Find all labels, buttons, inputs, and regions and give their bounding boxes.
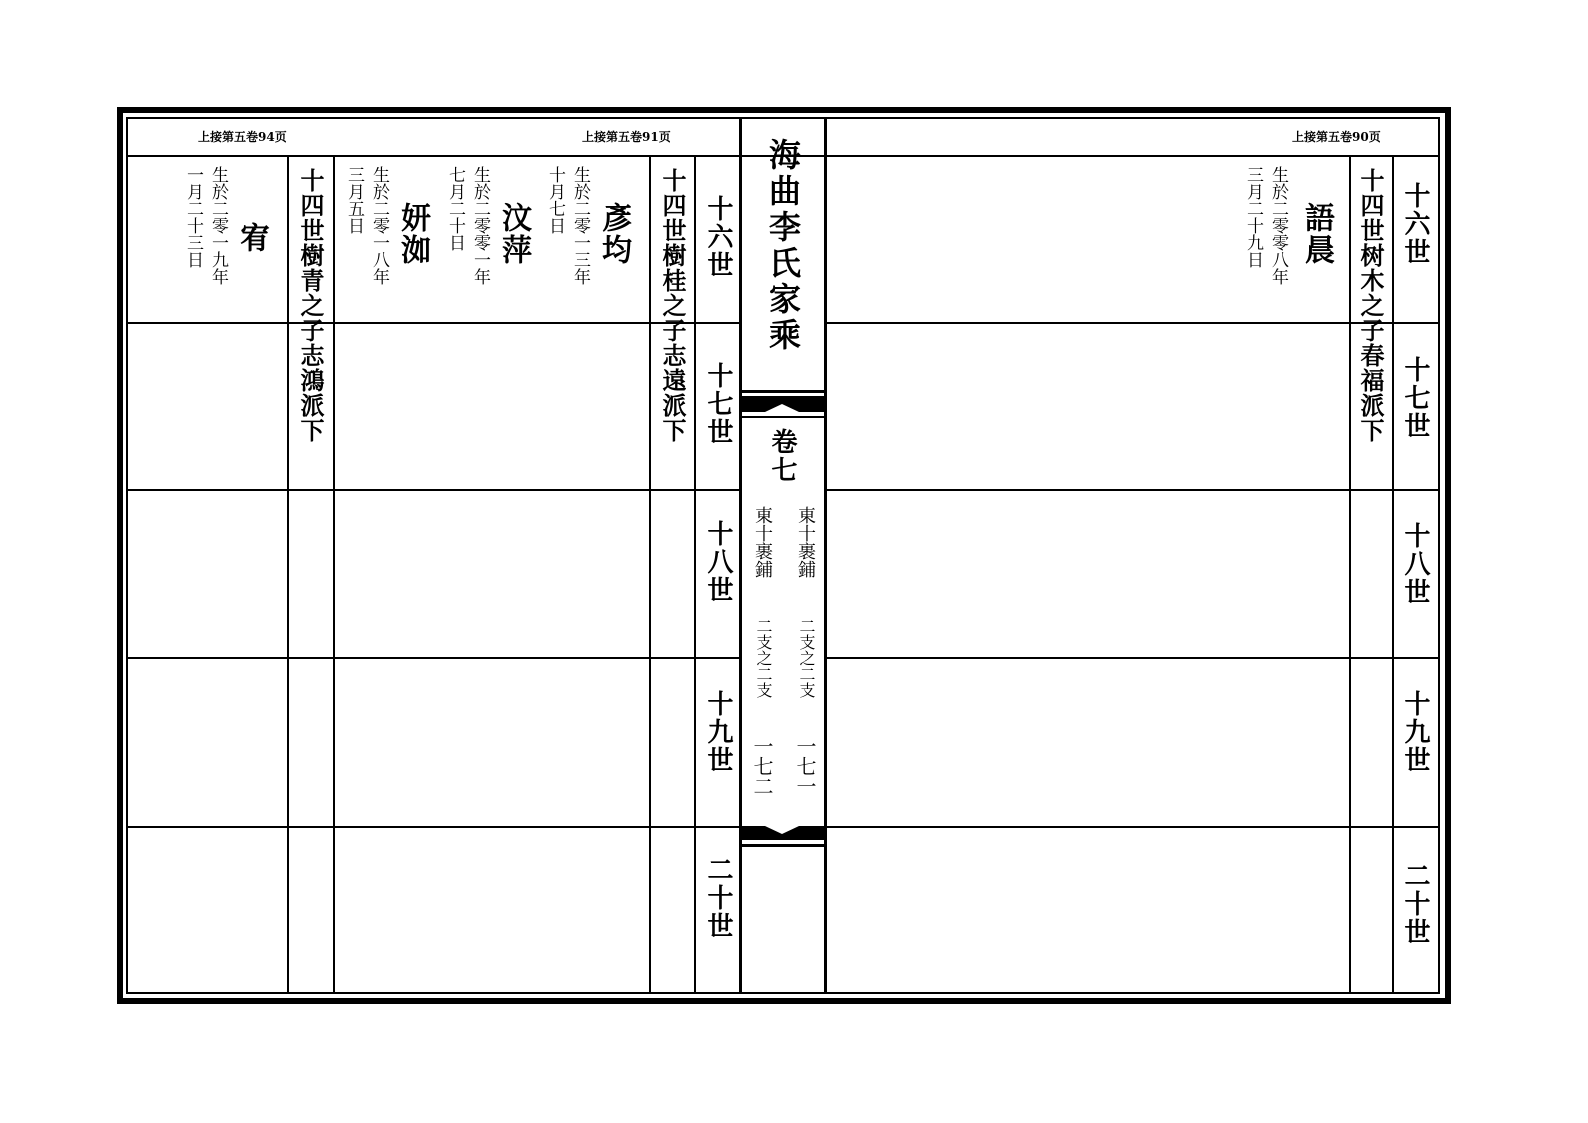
row-divider [826,826,1438,828]
generation-label-19: 十九世 [703,690,733,774]
spine-band-top [741,390,824,420]
generation-label-17: 十七世 [1400,356,1430,440]
person-name: 語晨 [1299,202,1334,266]
person-name: 汶萍 [496,202,531,266]
column-divider [649,155,651,994]
person-birth-year: 生於二零一九年 [208,166,228,285]
column-divider [694,155,696,994]
spine-place: 東十裹鋪 [795,506,816,578]
header-note-91: 上接第五卷91页 [582,130,671,144]
spine-band-bottom [741,818,824,852]
column-divider [1349,155,1351,994]
spine-border-right [824,117,827,994]
branch-heading-chunfu: 十四世树木之子春福派下 [1356,168,1385,443]
person-name: 彥均 [596,202,631,266]
spine-border-left [739,117,742,994]
generation-label-20: 二十世 [703,856,733,940]
person-name: 妍洳 [395,202,430,266]
header-note-94: 上接第五卷94页 [198,130,287,144]
person-birth-date: 七月二十日 [445,166,465,251]
generation-label-18: 十八世 [1400,522,1430,606]
row-divider [826,657,1438,659]
spine-page-number: 一七二 [750,736,774,796]
column-divider [1392,155,1394,994]
person-birth-year: 生於二零零一年 [470,166,490,285]
header-note-90: 上接第五卷90页 [1292,130,1381,144]
person-birth-date: 三月二十九日 [1243,166,1263,268]
branch-heading-zhihong: 十四世樹青之子志鴻派下 [296,168,325,443]
person-birth-year: 生於二零零八年 [1268,166,1288,285]
column-divider [333,155,335,994]
generation-label-16: 十六世 [703,195,733,279]
generation-label-18: 十八世 [703,520,733,604]
person-birth-date: 一月二十三日 [183,166,203,268]
spine-page-number: 一七一 [793,736,817,796]
person-name: 宥 [234,222,269,254]
person-birth-year: 生於二零一八年 [369,166,389,285]
spine-branch: 二支之二支 [754,618,773,698]
generation-label-17: 十七世 [703,362,733,446]
person-birth-date: 十月七日 [545,166,565,234]
generation-label-19: 十九世 [1400,690,1430,774]
spine-place: 東十裹鋪 [752,506,773,578]
row-divider [826,322,1438,324]
row-divider [826,489,1438,491]
branch-heading-zhiyuan: 十四世樹桂之子志遠派下 [658,168,687,443]
person-birth-date: 三月五日 [344,166,364,234]
person-birth-year: 生於二零一三年 [570,166,590,285]
column-divider [287,155,289,994]
generation-label-16: 十六世 [1400,182,1430,266]
genealogy-title: 海曲李氏家乘 [764,138,802,354]
spine-branch: 二支之二支 [797,618,816,698]
volume-label: 卷七 [767,428,797,484]
generation-label-20: 二十世 [1400,862,1430,946]
